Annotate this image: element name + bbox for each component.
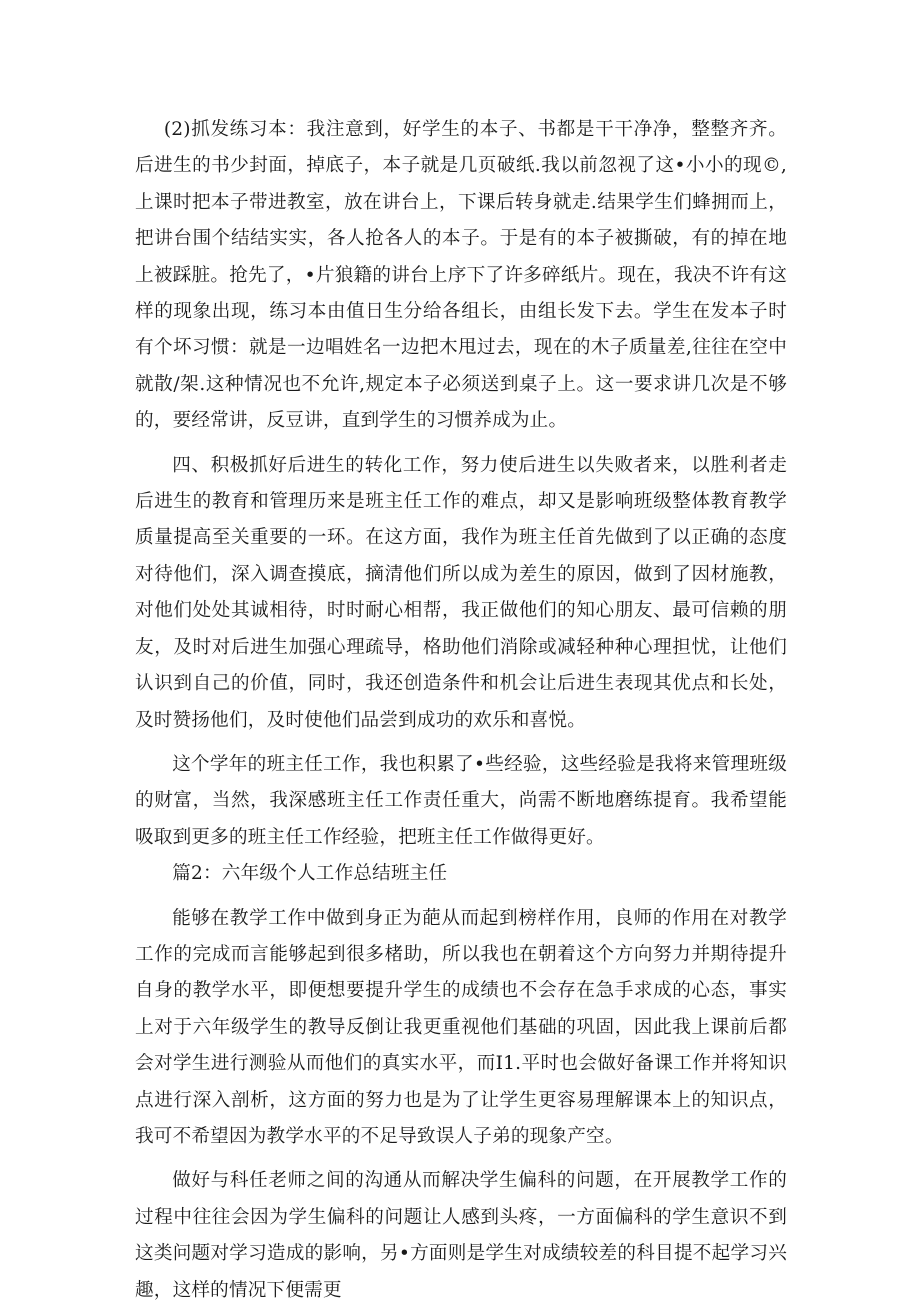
paragraph-teaching-example: 能够在教学工作中做到身正为葩从而起到榜样作用，良师的作用在对教学工作的完成而言能够起到很多楮助，所以我也在朝着这个方向努力并期待提升自身的教学水平，即便想要提升学生的成绩也不会存在急手求成的心态，事实上对于六年级学生的教导反倒让我更重视他们基础的巩固，因此我上课前后都会对学生进行测验从而他们的真实水平，而I1.平时也会做好备课工作并将知识点进行深入剖析，这方面的努力也是为了让学生更容易理解课本上的知识点，我可不希望因为教学水平的不足导致误人子弟的现象产空。 — [135, 907, 787, 1147]
section-heading: 篇2：六年级个人工作总结班主任 — [172, 863, 448, 885]
paragraph-practice-books: (2)抓发练习本：我注意到，好学生的本子、书都是干干净净，整整齐齐。后进生的书少封面，掉底子，本子就是几页破纸.我以前忽视了这•小小的现©,上课时把本子带进教室，放在讲台上，下课后转身就走.结果学生们蜂拥而上，把讲台围个结结实实，各人抢各人的本子。于是有的本子被撕破，有的掉在地上被踩脏。抢先了，•片狼籍的讲台上序下了许多碎纸片。现在，我决不许有这样的现象出现，练习本由值日生分给各组长，由组长发下去。学生在发本子时有个坏习惯：就是一边唱姓名一边把木甩过去，现在的木子质量差,往往在空中就散/架.这种情况也不允许,规定本子必须送到桌子上。这一要求讲几次是不够的，要经常讲，反豆讲，直到学生的习惯养成为止。 — [135, 119, 787, 432]
paragraph-conclusion: 这个学年的班主任工作，我也积累了•些经验，这些经验是我将来管理班级的财富，当然，我深感班主任工作责任重大，尚需不断地磨练提育。我希望能吸取到更多的班主任工作经验，把班主任工作做得更好。 — [135, 753, 787, 848]
paragraph-subject-teachers: 做好与科任老师之间的沟通从而解决学生偏科的问题，在开展教学工作的过程中往往会因为学生偏科的问题让人感到头疼，一方面偏科的学生意识不到这类问题对学习造成的影响，另•方面则是学生对成绩较差的科目提不起学习兴趣，这样的情况下便需更 — [135, 1170, 787, 1301]
paragraph-underachievers: 四、积极抓好后进生的转化工作，努力使后进生以失败者来，以胜利者走后进生的教育和管理历来是班主任工作的难点，却又是影响班级整体教育教学质量提高至关重要的一环。在这方面，我作为班主任首先做到了以正确的态度对待他们，深入调查摸底，摘清他们所以成为差生的原因，做到了因材施教，对他们处处其诚相待，时时耐心相帮，我正做他们的知心朋友、最可信赖的朋友，及时对后进生加强心理疏导，格助他们消除或减轻种种心理担忧，让他们认识到自己的价值，同时，我还创造条件和机会让后进生表现其优点和长处，及时赞扬他们，及时使他们品尝到成功的欢乐和喜悦。 — [135, 454, 787, 731]
document-body — [135, 112, 787, 1309]
